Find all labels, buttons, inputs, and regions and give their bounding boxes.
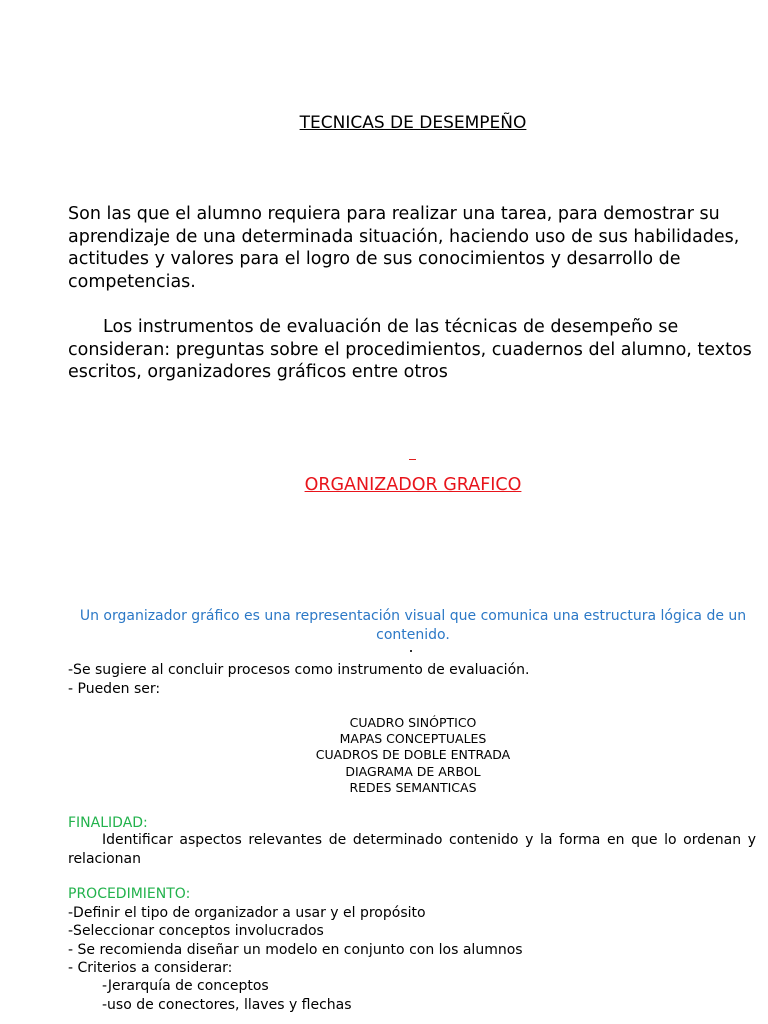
instruments-paragraph: Los instrumentos de evaluación de las técnicas de desempeño se consideran: preguntas sobre el procedimientos, cuadernos del alumno, textos escritos, organizadores gráficos entre otros (68, 317, 752, 382)
procedure-step: -Seleccionar conceptos involucrados (68, 923, 324, 939)
procedimiento-heading: PROCEDIMIENTO: (68, 886, 191, 902)
list-item: CUADROS DE DOBLE ENTRADA (315, 747, 511, 763)
dot-mark (410, 650, 412, 652)
list-item: CUADRO SINÓPTICO (349, 715, 477, 730)
dash-mark (409, 459, 416, 460)
list-item: DIAGRAMA DE ARBOL (345, 763, 481, 779)
criteria-item: -Jerarquía de conceptos (102, 978, 269, 994)
procedure-step: -Definir el tipo de organizador a usar y el propósito (68, 905, 426, 921)
document-title: TECNICAS DE DESEMPEÑO (299, 113, 527, 133)
list-item: REDES SEMANTICAS (349, 779, 477, 795)
procedure-step: - Se recomienda diseñar un modelo en conjunto con los alumnos (68, 942, 523, 958)
finalidad-text: Identificar aspectos relevantes de determinado contenido y la forma en que lo ordenan y relacionan (68, 832, 756, 867)
section-title: ORGANIZADOR GRAFICO (304, 475, 522, 495)
finalidad-heading: FINALIDAD: (68, 815, 148, 831)
organizer-types-list (0, 715, 768, 796)
intro-paragraph: Son las que el alumno requiera para realizar una tarea, para demostrar su aprendizaje de una determinada situación, haciendo uso de sus habilidades, actitudes y valores para el logro de sus conocimientos y desarrollo de competencias. (68, 204, 740, 292)
note-line: - Pueden ser: (68, 681, 161, 697)
procedure-step: - Criterios a considerar: (68, 960, 233, 976)
note-line: -Se sugiere al concluir procesos como instrumento de evaluación. (68, 662, 530, 678)
criteria-item: -uso de conectores, llaves y flechas (102, 997, 352, 1013)
list-item: MAPAS CONCEPTUALES (339, 731, 487, 747)
definition-text: Un organizador gráfico es una representación visual que comunica una estructura lógica de un contenido. (79, 608, 747, 643)
